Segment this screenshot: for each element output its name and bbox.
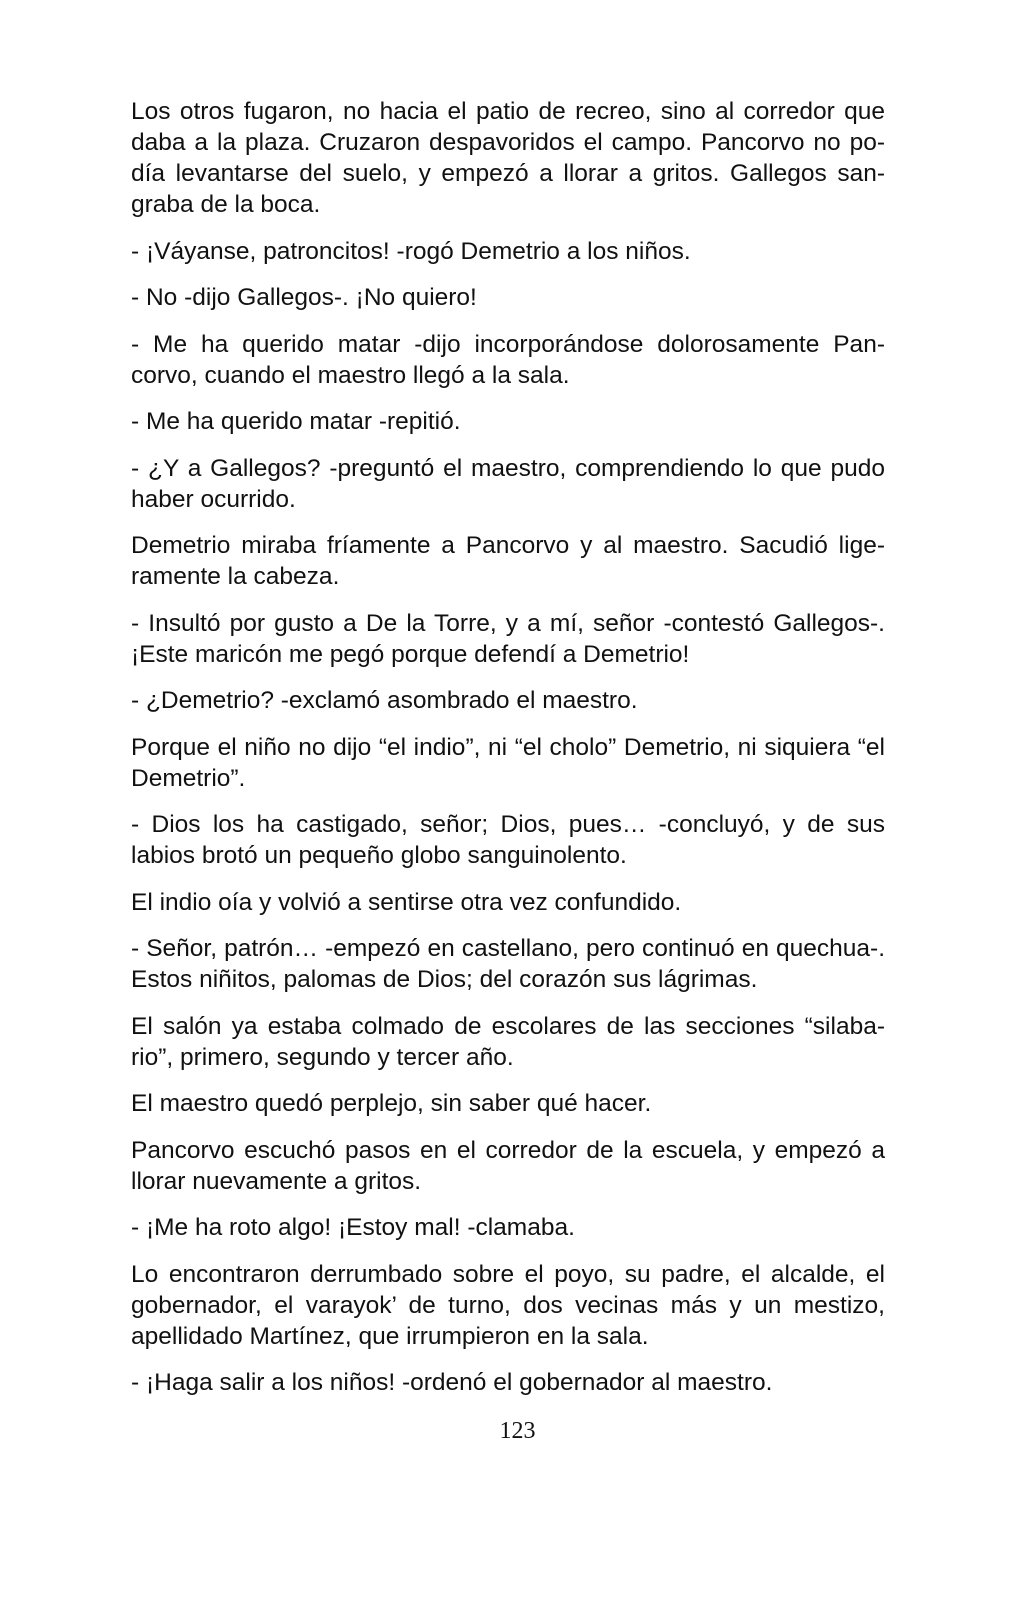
paragraph: El maestro quedó perplejo, sin saber qué hacer.: [131, 1090, 652, 1117]
paragraph: - ¡Me ha roto algo! ¡Estoy mal! -clamaba.: [131, 1214, 575, 1241]
body-text: [131, 96, 885, 1414]
paragraph: - Señor, patrón… -empezó en castellano, pero continuó en quechua-. Estos niñitos, palomas de Dios; del corazón sus lágrimas.: [131, 935, 885, 993]
paragraph: El indio oía y volvió a sentirse otra vez confundido.: [131, 888, 682, 916]
paragraph: - No -dijo Gallegos-. ¡No quiero!: [131, 284, 477, 311]
paragraph: - Me ha querido matar -repitió.: [131, 408, 461, 435]
paragraph: Los otros fugaron, no hacia el patio de recreo, sino al corredor que daba a la plaza. Cruzaron despavoridos el campo. Pancorvo no podía levantarse del suelo, y empezó a llorar a gritos. Gallegos sangraba de la boca.: [131, 98, 885, 218]
paragraph: - Insultó por gusto a De la Torre, y a mí, señor -contestó Gallegos-. ¡Este maricón me pegó porque defendí a Demetrio!: [131, 609, 885, 668]
paragraph: Porque el niño no dijo “el indio”, ni “el cholo” Demetrio, ni siquiera “el Demetrio”.: [131, 733, 885, 792]
paragraph: El salón ya estaba colmado de escolares de las secciones “silabario”, primero, segundo y tercer año.: [131, 1012, 885, 1071]
paragraph: Demetrio miraba fríamente a Pancorvo y al maestro. Sacudió ligeramente la cabeza.: [131, 532, 885, 590]
paragraph: Lo encontraron derrumbado sobre el poyo, su padre, el alcalde, el gobernador, el varayok’ de turno, dos vecinas más y un mestizo, apellidado Martínez, que irrumpieron en la sala.: [131, 1260, 885, 1350]
paragraph: - Dios los ha castigado, señor; Dios, pues… -concluyó, y de sus labios brotó un pequeño globo sanguinolento.: [131, 811, 885, 869]
paragraph: Pancorvo escuchó pasos en el corredor de la escuela, y empezó a llorar nuevamente a gritos.: [131, 1136, 885, 1195]
paragraph: - ¿Demetrio? -exclamó asombrado el maestro.: [131, 687, 638, 714]
paragraph: - ¡Váyanse, patroncitos! -rogó Demetrio a los niños.: [131, 237, 691, 265]
paragraph: - Me ha querido matar -dijo incorporándose dolorosamente Pancorvo, cuando el maestro llegó a la sala.: [131, 330, 885, 389]
paragraph: - ¿Y a Gallegos? -preguntó el maestro, comprendiendo lo que pudo haber ocurrido.: [131, 454, 885, 513]
page-number: 123: [499, 1418, 536, 1444]
paragraph: - ¡Haga salir a los niños! -ordenó el gobernador al maestro.: [131, 1369, 773, 1396]
